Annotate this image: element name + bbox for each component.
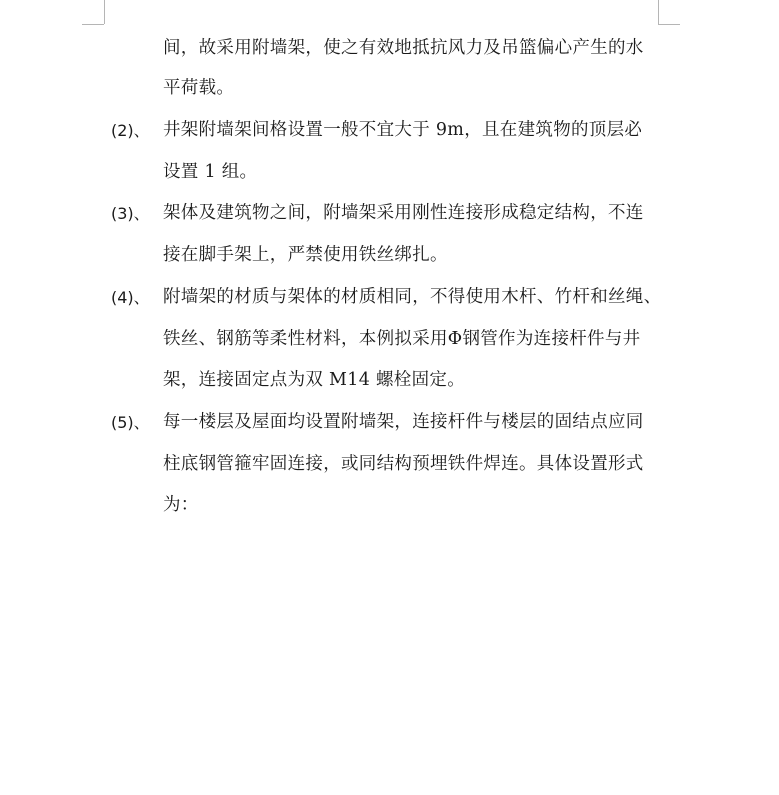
paragraph-line: 附墙架的材质与架体的材质相同，不得使用木杆、竹杆和丝绳、 — [163, 287, 662, 307]
list-number: (3)、 — [111, 204, 150, 223]
crop-mark-left-horizontal — [82, 24, 104, 25]
paragraph-line: 接在脚手架上，严禁使用铁丝绑扎。 — [163, 245, 448, 265]
paragraph-line: 铁丝、钢筋等柔性材料，本例拟采用Φ钢管作为连接杆件与井 — [163, 329, 641, 349]
paragraph-line: 平荷载。 — [163, 78, 235, 98]
paragraph-line: 为： — [163, 495, 199, 515]
list-number: (5)、 — [111, 413, 150, 432]
paragraph-line: 间，故采用附墙架，使之有效地抵抗风力及吊篮偏心产生的水 — [163, 38, 644, 58]
paragraph-line: 井架附墙架间格设置一般不宜大于 9m，且在建筑物的顶层必 — [163, 120, 643, 140]
crop-mark-right-vertical — [658, 0, 659, 24]
list-number: (2)、 — [111, 121, 150, 140]
paragraph-line: 每一楼层及屋面均设置附墙架，连接杆件与楼层的固结点应同 — [163, 412, 644, 432]
paragraph-line: 柱底钢管箍牢固连接，或同结构预埋铁件焊连。具体设置形式 — [163, 454, 644, 474]
paragraph-line: 架，连接固定点为双 M14 螺栓固定。 — [163, 370, 466, 390]
list-number: (4)、 — [111, 288, 150, 307]
paragraph-line: 架体及建筑物之间，附墙架采用刚性连接形成稳定结构，不连 — [163, 203, 644, 223]
paragraph-line: 设置 1 组。 — [163, 162, 258, 182]
crop-mark-right-horizontal — [658, 24, 680, 25]
crop-mark-left-vertical — [104, 0, 105, 24]
